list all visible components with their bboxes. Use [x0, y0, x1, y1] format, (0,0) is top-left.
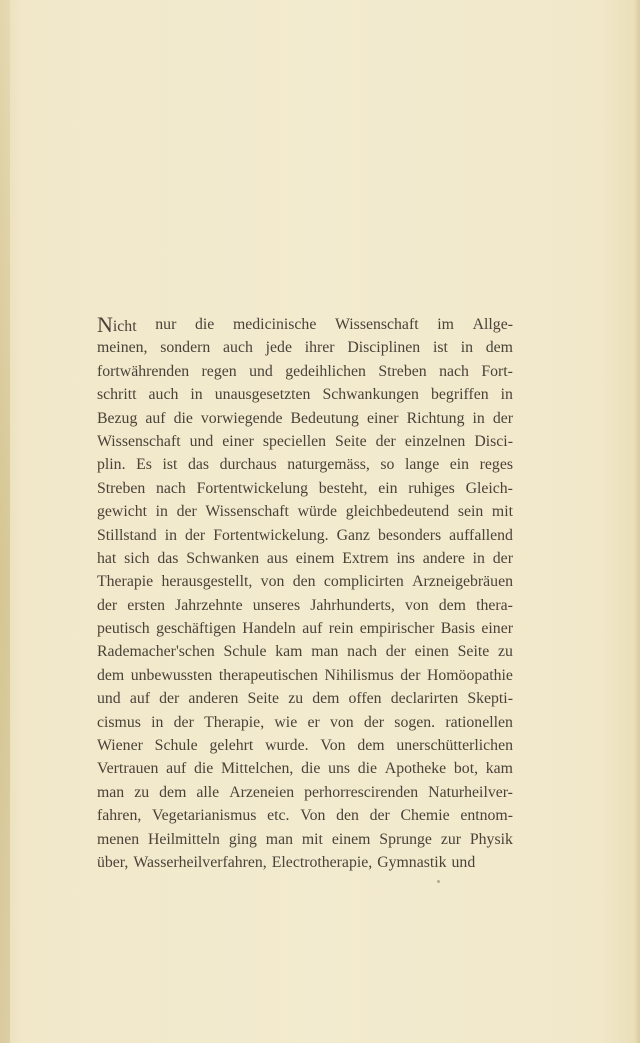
word: Schwankungen: [322, 386, 419, 404]
word: einen: [414, 643, 449, 661]
word: von: [404, 596, 429, 614]
word: der: [375, 432, 396, 450]
word: Streben: [97, 479, 146, 497]
word: Jahrzehnte: [175, 596, 243, 614]
word: sogen.: [394, 713, 436, 731]
word: zur: [440, 830, 461, 848]
word: perhorrescirenden: [304, 783, 419, 801]
text-line: [97, 430, 513, 453]
text-line: [97, 407, 513, 430]
text-line: [97, 617, 513, 640]
word: der: [176, 503, 197, 521]
word: ist: [162, 456, 178, 474]
word: auffallend: [449, 526, 513, 544]
word: anderen: [188, 690, 239, 708]
text-line: [97, 524, 513, 547]
word: besteht,: [318, 479, 368, 497]
word: dem: [312, 690, 340, 708]
word: ging: [228, 830, 257, 848]
word: zu: [288, 690, 304, 708]
word: würde: [297, 503, 338, 521]
text-line: [97, 781, 513, 804]
word: therapeutischen: [218, 666, 318, 684]
word: Physik: [469, 830, 513, 848]
word: sondern: [160, 339, 211, 357]
word: zu: [497, 643, 513, 661]
word: Arzneigebräuen: [412, 573, 513, 591]
text-line: [97, 828, 513, 851]
word: menen: [97, 830, 140, 848]
word: rein: [328, 620, 354, 638]
word: Jahrhunderts,: [310, 596, 395, 614]
word: den: [292, 573, 316, 591]
word: begriffen: [431, 386, 489, 404]
word: Bezug: [97, 409, 138, 427]
text-line: [97, 570, 513, 593]
word: die: [357, 760, 378, 778]
text-line: [97, 734, 513, 757]
word: in: [472, 409, 485, 427]
word: das: [157, 549, 179, 567]
word: und: [97, 690, 121, 708]
word: Ganz: [336, 526, 370, 544]
word: die: [193, 760, 214, 778]
word: einem: [295, 549, 335, 567]
word: Stillstand: [97, 526, 157, 544]
word: Seite: [335, 432, 367, 450]
word: Es: [136, 456, 152, 474]
word: ins: [396, 549, 415, 567]
word: Therapie,: [204, 713, 265, 731]
page-edge-shadow: [0, 0, 10, 1043]
word: Mittelchen,: [221, 760, 294, 778]
word: alle: [196, 783, 220, 801]
word: Rademacher'schen: [97, 643, 215, 661]
word: vorwiegende: [200, 409, 283, 427]
word: in: [190, 386, 203, 404]
word: Heilmitteln: [147, 830, 220, 848]
text-line: [97, 500, 513, 523]
word: herausgestellt,: [161, 573, 253, 591]
word: Therapie: [97, 573, 154, 591]
word: Chemie: [400, 807, 450, 825]
word: mit: [301, 830, 323, 848]
text-line: [97, 547, 513, 570]
word: entnom-: [460, 807, 513, 825]
word: Schule: [223, 643, 267, 661]
word: auf: [145, 409, 166, 427]
word: Arzeneien: [229, 783, 295, 801]
word: Skepti-: [467, 690, 513, 708]
text-line: [97, 804, 513, 827]
word: und: [189, 432, 214, 450]
word: complicirten: [323, 573, 404, 591]
word: uns: [328, 760, 351, 778]
drop-cap: N: [97, 312, 113, 337]
word: Schule: [154, 737, 198, 755]
word: der: [385, 643, 406, 661]
word: medicinische: [232, 316, 317, 333]
word: gleichbedeutend: [345, 503, 450, 521]
text-line: [97, 757, 513, 780]
word: Streben: [378, 362, 427, 380]
word: thera-: [476, 596, 513, 614]
word: hat: [97, 549, 117, 567]
word: speciellen: [262, 432, 327, 450]
word: man: [97, 783, 125, 801]
word: er: [307, 713, 320, 731]
word: dem: [357, 737, 385, 755]
word: jede: [265, 339, 292, 357]
text-line: [97, 687, 513, 710]
word: ein: [378, 479, 398, 497]
word: in: [164, 526, 177, 544]
word: bot,: [453, 760, 479, 778]
word: Gymnastik: [377, 853, 447, 871]
word: mit: [491, 503, 513, 521]
word: Naturheilver-: [428, 783, 513, 801]
word: Homöopathie: [426, 666, 513, 684]
word: sein: [457, 503, 484, 521]
word: der: [97, 596, 118, 614]
word: nach: [156, 479, 186, 497]
word: reges: [479, 456, 513, 474]
word: dem: [97, 666, 125, 684]
word: im: [437, 316, 454, 333]
word: unbewussten: [130, 666, 213, 684]
text-line: [97, 711, 513, 734]
text-line: [97, 383, 513, 406]
word: Von: [320, 737, 346, 755]
body-text: [97, 313, 513, 874]
text-line: [97, 851, 513, 874]
word: Gleich-: [465, 479, 513, 497]
word: peutisch: [97, 620, 150, 638]
word: Handeln: [242, 620, 296, 638]
word: ein: [449, 456, 470, 474]
word: Basis: [440, 620, 475, 638]
word: wie: [274, 713, 298, 731]
word: regen: [201, 362, 237, 380]
word: geschäftigen: [156, 620, 236, 638]
word: fortwährenden: [97, 362, 190, 380]
word: Fortentwickelung.: [213, 526, 329, 544]
word: Schwanken: [186, 549, 260, 567]
word: Extrem: [342, 549, 389, 567]
word: plin.: [97, 456, 126, 474]
word: und: [451, 853, 476, 871]
word: zu: [134, 783, 150, 801]
word: Sprunge: [379, 830, 432, 848]
word: der: [363, 713, 385, 731]
word: Richtung: [406, 409, 465, 427]
word: die: [195, 316, 215, 333]
word: ist: [432, 339, 448, 357]
word: meinen,: [97, 339, 148, 357]
word: der: [369, 807, 390, 825]
word: von: [329, 713, 354, 731]
word: durchaus: [219, 456, 277, 474]
word: Wissenschaft: [205, 503, 289, 521]
word: ersten: [127, 596, 165, 614]
text-line: [97, 360, 513, 383]
word: Wissenschaft: [335, 316, 419, 333]
word: besonders: [377, 526, 442, 544]
word: die: [173, 409, 193, 427]
word: Fortentwickelung: [196, 479, 309, 497]
word: man: [265, 830, 293, 848]
word: cismus: [97, 713, 141, 731]
word: dem: [159, 783, 187, 801]
paper-speck: [437, 880, 440, 883]
word: in: [151, 713, 164, 731]
word: unseres: [252, 596, 301, 614]
text-line: [97, 313, 513, 336]
word: Vertrauen: [97, 760, 159, 778]
word: schritt: [97, 386, 137, 404]
word: der: [173, 713, 194, 731]
word: declarirten: [390, 690, 459, 708]
word: der: [185, 526, 206, 544]
word: Disciplinen: [347, 339, 421, 357]
word: den: [336, 807, 359, 825]
word: Apotheke: [384, 760, 447, 778]
word: andere: [422, 549, 465, 567]
word: aus: [266, 549, 288, 567]
word: dem: [438, 596, 466, 614]
word: Nihilismus: [324, 666, 394, 684]
word: Wissenschaft: [97, 432, 181, 450]
word: Nicht: [97, 312, 137, 337]
word: Electrotherapie,: [271, 853, 373, 871]
word: einzelnen: [404, 432, 466, 450]
word: nach: [439, 362, 469, 380]
word: Fort-: [481, 362, 513, 380]
word: sich: [124, 549, 150, 567]
word: fahren,: [97, 807, 142, 825]
word: auf: [302, 620, 323, 638]
word: Bedeutung: [290, 409, 359, 427]
word: kam: [275, 643, 303, 661]
word: unerschütterlichen: [396, 737, 513, 755]
word: dem: [485, 339, 513, 357]
word: über,: [97, 853, 129, 871]
word: die: [301, 760, 321, 778]
word: nur: [155, 316, 177, 333]
word: Wiener: [97, 737, 143, 755]
word: naturgemäss,: [287, 456, 370, 474]
text-line: [97, 453, 513, 476]
word: Wasserheilverfahren,: [133, 853, 267, 871]
word: auf: [129, 690, 150, 708]
word: rationellen: [445, 713, 513, 731]
word: einer: [222, 432, 254, 450]
word: nach: [347, 643, 377, 661]
word: wurde.: [265, 737, 309, 755]
word: Seite: [247, 690, 280, 708]
word: Allge-: [472, 316, 513, 333]
word: einer: [366, 409, 399, 427]
word: offen: [348, 690, 382, 708]
word: gelehrt: [209, 737, 254, 755]
word: auf: [166, 760, 187, 778]
word: einer: [481, 620, 513, 638]
word: kam: [485, 760, 513, 778]
text-line: [97, 594, 513, 617]
word: ihrer: [304, 339, 335, 357]
word: ruhiges: [408, 479, 455, 497]
text-line: [97, 336, 513, 359]
text-line: [97, 640, 513, 663]
word: in: [155, 503, 168, 521]
word: auch: [148, 386, 179, 404]
word: der: [492, 549, 513, 567]
word: Disci-: [474, 432, 513, 450]
word: der: [159, 690, 180, 708]
word: in: [500, 386, 513, 404]
word: gedeihlichen: [285, 362, 366, 380]
word: das: [187, 456, 210, 474]
word: empirischer: [359, 620, 435, 638]
word: etc.: [267, 807, 290, 825]
word: in: [472, 549, 485, 567]
word: von: [260, 573, 285, 591]
word: der: [400, 666, 421, 684]
word: Von: [300, 807, 326, 825]
word: so: [380, 456, 395, 474]
word: in: [460, 339, 473, 357]
word: gewicht: [97, 503, 148, 521]
word: Seite: [457, 643, 490, 661]
word: lange: [405, 456, 440, 474]
word: auch: [223, 339, 253, 357]
word: und: [249, 362, 273, 380]
word: man: [311, 643, 339, 661]
text-line: [97, 664, 513, 687]
word: einem: [331, 830, 371, 848]
word: Vegetarianismus: [152, 807, 257, 825]
word: der: [492, 409, 513, 427]
word: unausgesetzten: [214, 386, 311, 404]
text-line: [97, 477, 513, 500]
